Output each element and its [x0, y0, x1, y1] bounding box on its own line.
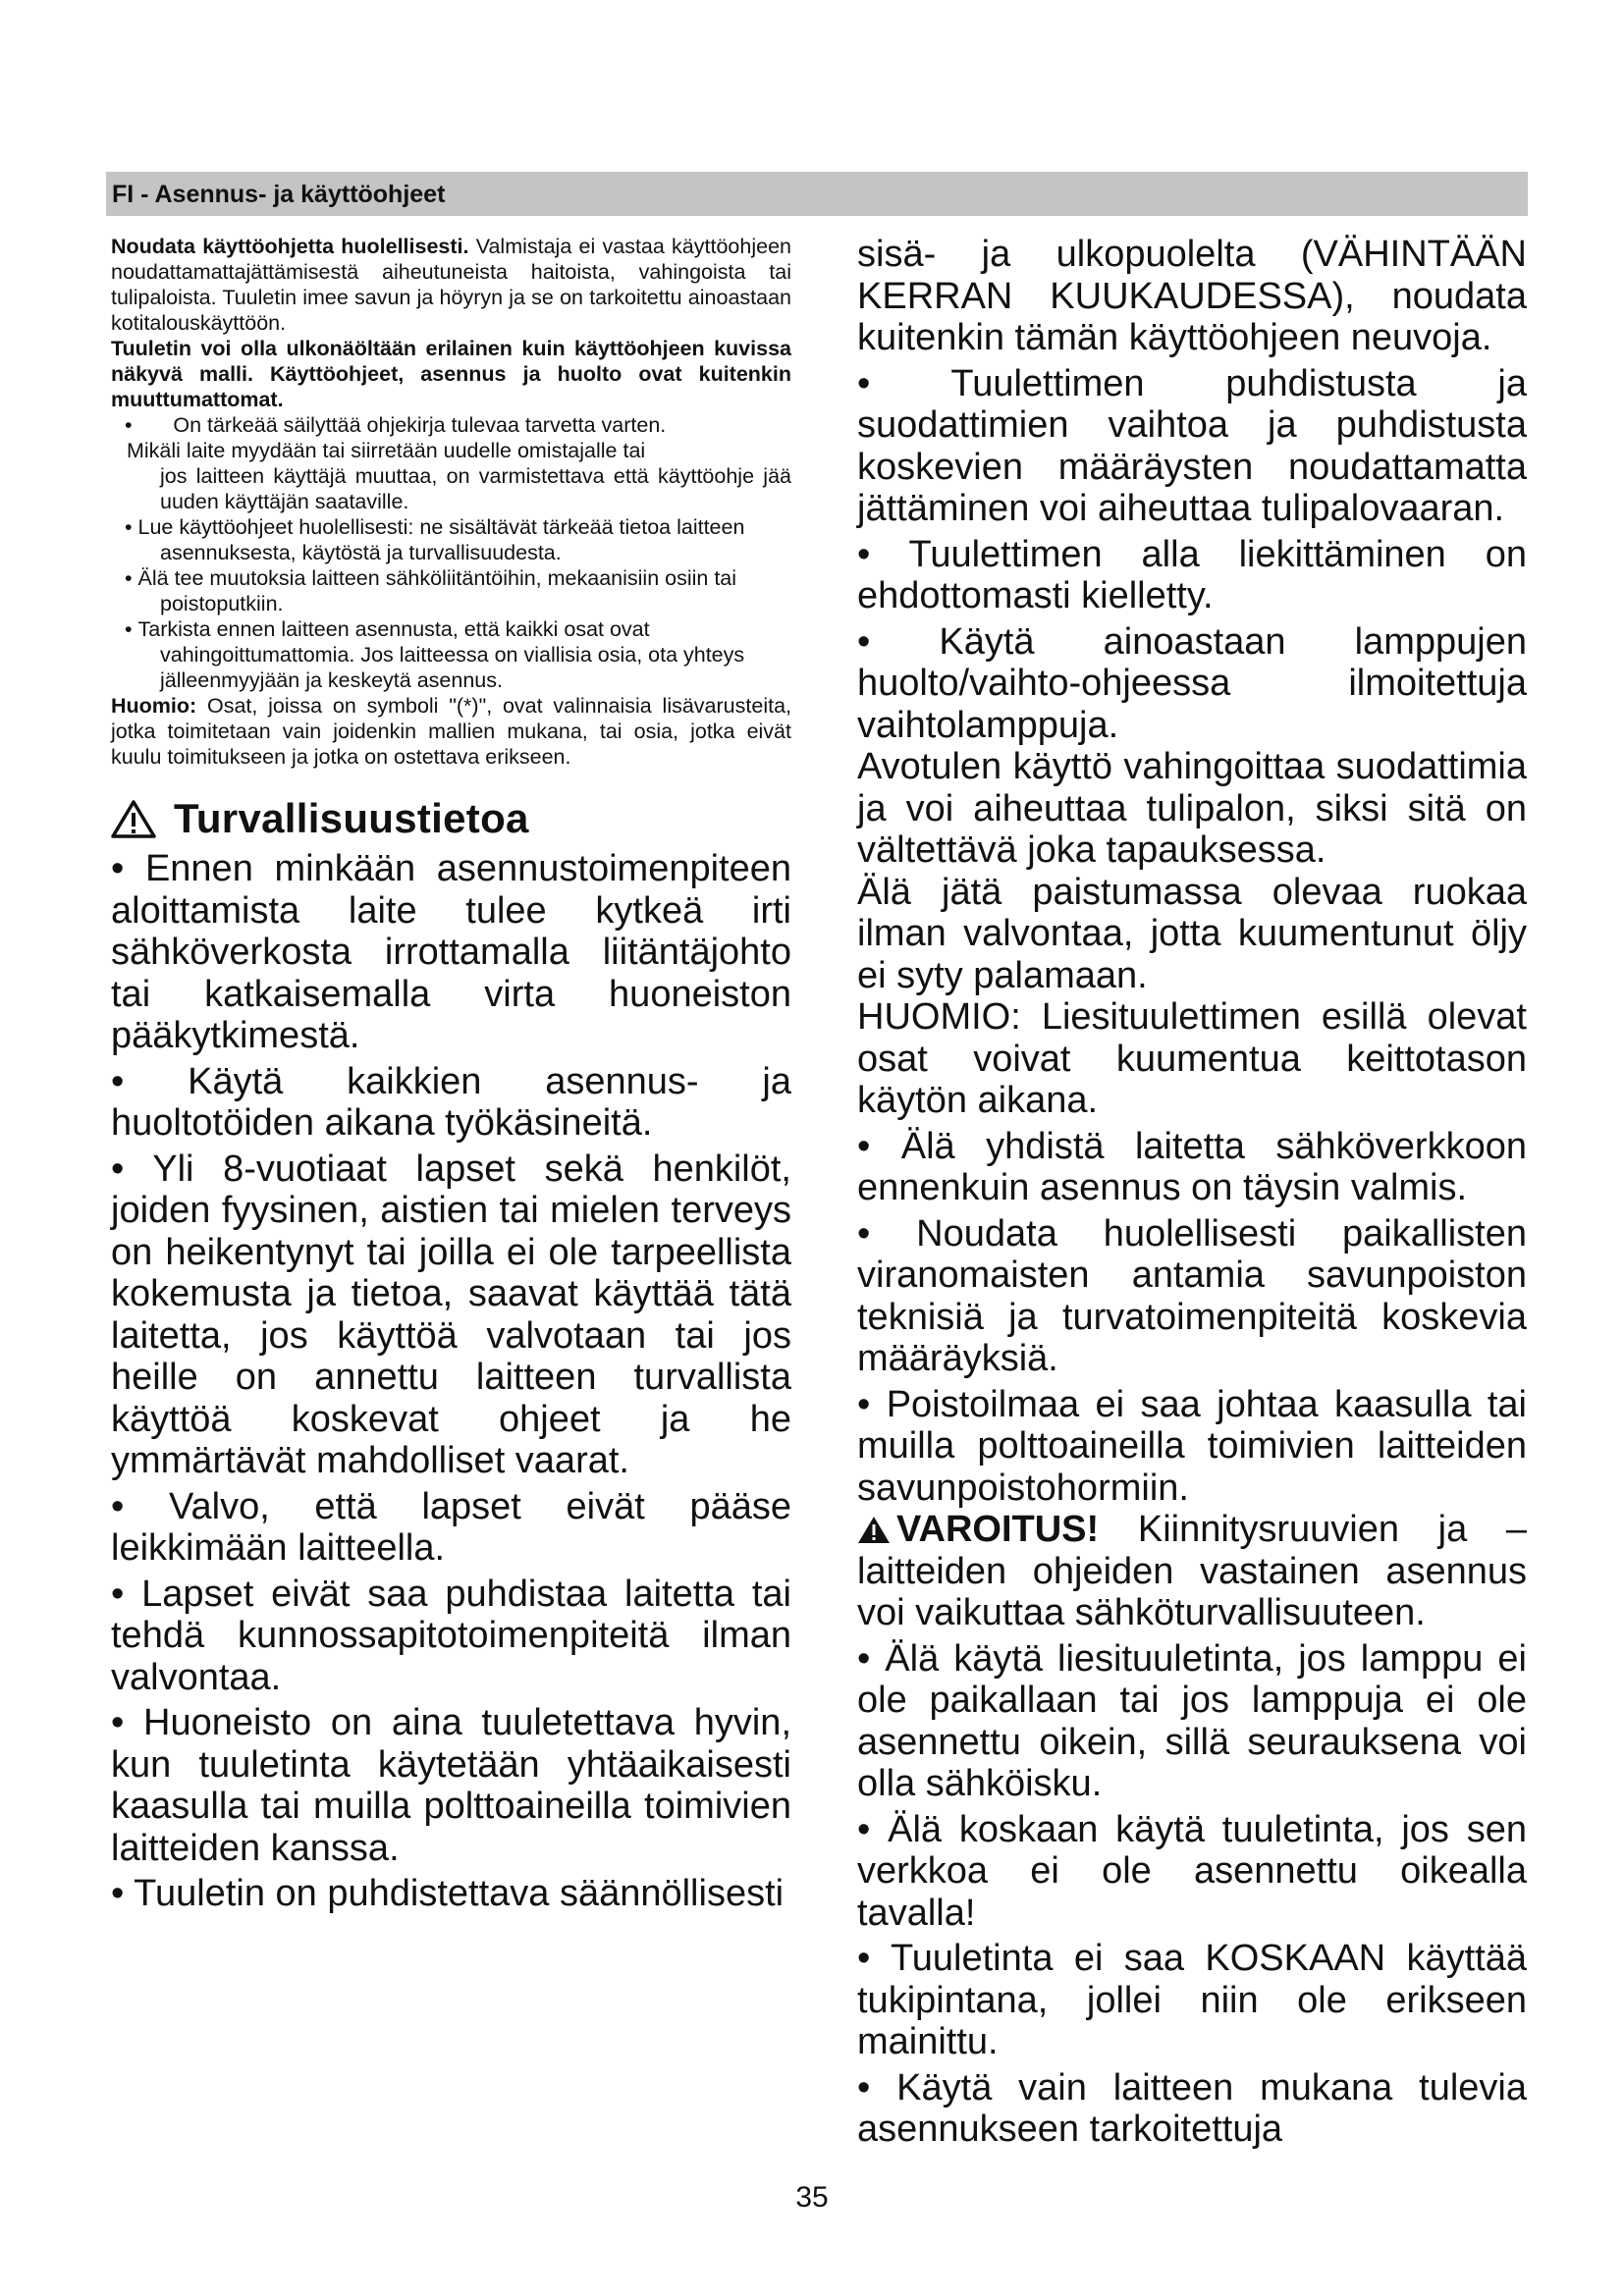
intro-note: Huomio: Osat, joissa on symboli "(*)", ovat valinnaisia lisävarusteita, jotka toimitetaan vain joidenkin mallien mukana, tai osia, jotka eivät kuulu toimitukseen ja jotka on ostettava erikseen. [111, 694, 791, 769]
left-column [111, 234, 791, 1919]
safety-left-para: • Käytä kaikkien asennus- ja huoltotöiden aikana työkäsineitä. [111, 1060, 791, 1144]
safety-right-para: Avotulen käyttö vahingoittaa suodattimia ja voi aiheuttaa tulipalon, siksi sitä on vältettävä joka tapauksessa. [857, 746, 1527, 871]
safety-left-text [111, 848, 791, 1915]
safety-right-para: Älä jätä paistumassa olevaa ruokaa ilman valvontaa, jotta kuumentunut öljy ei syty palamaan. [857, 871, 1527, 996]
safety-right-para: • Poistoilmaa ei saa johtaa kaasulla tai muilla polttoaineilla toimivien laitteiden savunpoistohormiin. [857, 1383, 1527, 1509]
safety-right-para: • Käytä vain laitteen mukana tulevia asennukseen tarkoitettuja [857, 2066, 1527, 2150]
page-number: 35 [795, 2181, 829, 2214]
safety-right-para: • Älä yhdistä laitetta sähköverkkoon ennenkuin asennus on täysin valmis. [857, 1125, 1527, 1208]
safety-right-para: HUOMIO: Liesituulettimen esillä olevat osat voivat kuumentua keittotason käytön aikana. [857, 996, 1527, 1121]
safety-title: Turvallisuustietoa [174, 795, 529, 841]
intro-bullet-4: • Tarkista ennen laitteen asennusta, että kaikki osat ovat vahingoittumattomia. Jos laitteessa on viallisia osia, ota yhteys jälleenmyyjään ja keskeytä asennus. [125, 617, 745, 692]
intro-bullet-3: • Älä tee muutoksia laitteen sähköliitäntöihin, mekaanisiin osiin tai poistoputkiin. [125, 566, 737, 615]
intro-paragraph-1 [111, 234, 791, 336]
safety-left-para: • Ennen minkään asennustoimenpiteen aloittamista laite tulee kytkeä irti sähköverkosta irrottamalla liitäntäjohto tai katkaisemalla virta huoneiston pääkytkimestä. [111, 848, 791, 1056]
section-header: FI - Asennus- ja käyttöohjeet [106, 172, 1528, 216]
intro-bullet-2: • Lue käyttöohjeet huolellisesti: ne sisältävät tärkeää tietoa laitteen asennuksesta, käytöstä ja turvallisuudesta. [125, 515, 745, 564]
intro-bullet-1-cont: Mikäli laite myydään tai siirretään uudelle omistajalle tai [127, 439, 646, 462]
intro-paragraph-2: Tuuletin voi olla ulkonäöltään erilainen kuin käyttöohjeen kuvissa näkyvä malli. Käyttöohjeet, asennus ja huolto ovat kuitenkin muuttumattomat. [111, 337, 791, 411]
safety-right-text [857, 234, 1527, 2151]
note-label: Huomio: [111, 694, 197, 718]
safety-left-para: • Huoneisto on aina tuuletettava hyvin, kun tuuletinta käytetään yhtäaikaisesti kaasulla tai muilla polttoaineilla toimivien laitteiden kanssa. [111, 1702, 791, 1869]
safety-right-para: • Tuulettimen puhdistusta ja suodattimien vaihtoa ja puhdistusta koskevien määräysten noudattamatta jättäminen voi aiheuttaa tulipalovaaran. [857, 362, 1527, 529]
right-column [857, 234, 1527, 2155]
safety-right-para: • Tuuletinta ei saa KOSKAAN käyttää tukipintana, jollei niin ole erikseen mainittu. [857, 1938, 1527, 2062]
warning-triangle-icon [111, 799, 156, 838]
safety-left-para: • Tuuletin on puhdistettava säännöllisesti [111, 1873, 785, 1914]
intro-text: Valmistaja ei vastaa käyttöohjeen noudattamattajättämisestä aiheutuneista haitoista, vahingoista tai tulipaloista. Tuuletin imee savun ja höyryn ja se on tarkoitettu ainoastaan kotitalouskäyttöön. [111, 235, 791, 335]
safety-right-para: • Älä käytä liesituuletinta, jos lamppu ei ole paikallaan tai jos lamppuja ei ole asennettu oikein, sillä seurauksena voi olla sähköisku. [857, 1637, 1527, 1804]
safety-left-para: • Valvo, että lapset eivät pääse leikkimään laitteella. [111, 1485, 791, 1569]
safety-right-para: sisä- ja ulkopuolelta (VÄHINTÄÄN KERRAN KUUKAUDESSA), noudata kuitenkin tämän käyttöohjeen neuvoja. [857, 234, 1527, 358]
safety-right-para: • Älä koskaan käytä tuuletinta, jos sen verkkoa ei ole asennettu oikealla tavalla! [857, 1808, 1527, 1934]
safety-right-para: • Noudata huolellisesti paikallisten viranomaisten antamia savunpoiston teknisiä ja turvatoimenpiteitä koskevia määräyksiä. [857, 1212, 1527, 1379]
intro-block [111, 234, 791, 770]
warning-label: VAROITUS! [896, 1509, 1100, 1550]
warning-paragraph: VAROITUS! Kiinnitysruuvien ja – laitteiden ohjeiden vastainen asennus voi vaikuttaa sähköturvallisuuteen. [857, 1509, 1527, 1633]
intro-bold-lead: Noudata käyttöohjetta huolellisesti. [111, 235, 469, 258]
warning-filled-icon [857, 1515, 891, 1544]
safety-right-para: • Käytä ainoastaan lamppujen huolto/vaihto-ohjeessa ilmoitettuja vaihtolamppuja. [857, 620, 1527, 746]
safety-left-para: • Yli 8-vuotiaat lapset sekä henkilöt, joiden fyysinen, aistien tai mielen terveys on heikentynyt tai joilla ei ole tarpeellista kokemusta ja tietoa, saavat käyttää tätä laitetta, jos käyttöä valvotaan tai jos heille on annettu laitteen turvallista käyttöä koskevat ohjeet ja he ymmärtävät mahdolliset vaarat. [111, 1148, 791, 1481]
intro-bullet-1: • On tärkeää säilyttää ohjekirja tulevaa tarvetta varten. [125, 413, 667, 437]
intro-bullet-1-cont2: jos laitteen käyttäjä muuttaa, on varmistettava että käyttöohje jää uuden käyttäjän saataville. [160, 464, 791, 513]
safety-right-para: • Tuulettimen alla liekittäminen on ehdottomasti kielletty. [857, 533, 1527, 616]
safety-heading [111, 793, 791, 844]
safety-left-para: • Lapset eivät saa puhdistaa laitetta tai tehdä kunnossapitotoimenpiteitä ilman valvontaa. [111, 1573, 791, 1698]
